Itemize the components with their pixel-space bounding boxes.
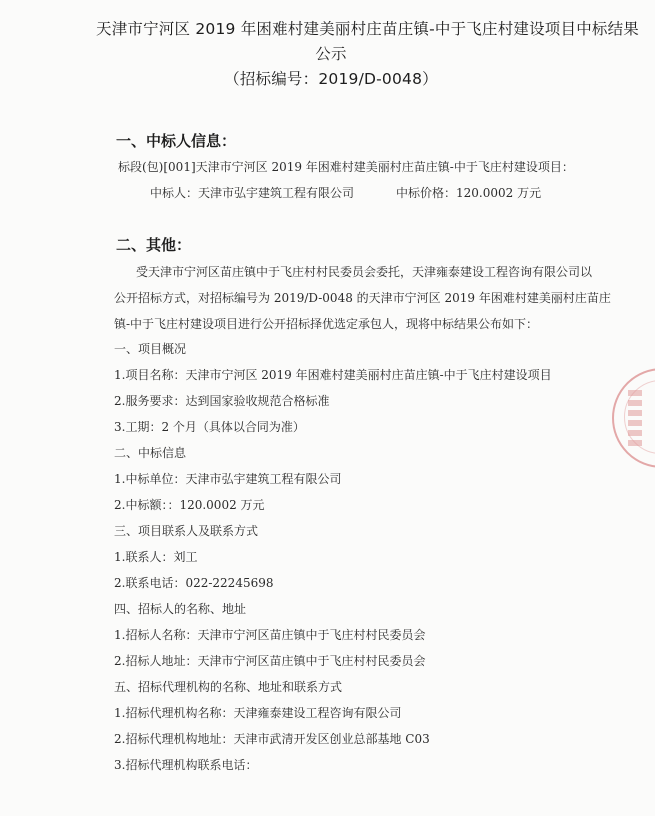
list-item: 四、招标人的名称、地址: [114, 602, 247, 616]
list-item: 2.服务要求：达到国家验收规范合格标准: [114, 394, 330, 408]
list-item: 五、招标代理机构的名称、地址和联系方式: [114, 680, 343, 694]
list-item: 2.中标额：：120.0002 万元: [114, 498, 265, 512]
list-item: 1.招标人名称：天津市宁河区苗庄镇中于飞庄村村民委员会: [114, 628, 426, 642]
list-item: 2.联系电话：022-22245698: [114, 576, 274, 590]
list-item: 3.工期：2 个月（具体以合同为准）: [114, 420, 305, 434]
para-line-3: 镇-中于飞庄村建设项目进行公开招标择优选定承包人，现将中标结果公布如下：: [114, 317, 539, 331]
section-2-heading: 二、其他：: [116, 236, 192, 254]
title-line-2: 公示: [315, 45, 347, 63]
red-seal-text-mark: [628, 390, 642, 450]
list-item: 1.中标单位：天津市弘宇建筑工程有限公司: [114, 472, 342, 486]
title-line-3: （招标编号：2019/D-0048）: [224, 70, 438, 88]
list-item: 3.招标代理机构联系电话：: [114, 758, 258, 772]
list-item: 2.招标代理机构地址：天津市武清开发区创业总部基地 C03: [114, 732, 430, 746]
price-line: 中标价格：120.0002 万元: [396, 186, 542, 200]
lot-line: 标段(包)[001]天津市宁河区 2019 年困难村建美丽村庄苗庄镇-中于飞庄村建设项目：: [118, 160, 574, 174]
list-item: 二、中标信息: [114, 446, 187, 460]
list-item: 一、项目概况: [114, 342, 187, 356]
title-line-1: 天津市宁河区 2019 年困难村建美丽村庄苗庄镇-中于飞庄村建设项目中标结果: [96, 20, 639, 38]
list-item: 三、项目联系人及联系方式: [114, 524, 259, 538]
list-item: 2.招标人地址：天津市宁河区苗庄镇中于飞庄村村民委员会: [114, 654, 426, 668]
para-line-2: 公开招标方式，对招标编号为 2019/D-0048 的天津市宁河区 2019 年困难村建美丽村庄苗庄: [114, 291, 611, 305]
para-line-1: 受天津市宁河区苗庄镇中于飞庄村村民委员会委托，天津雍泰建设工程咨询有限公司以: [136, 265, 593, 279]
list-item: 1.招标代理机构名称：天津雍泰建设工程咨询有限公司: [114, 706, 402, 720]
list-item: 1.项目名称：天津市宁河区 2019 年困难村建美丽村庄苗庄镇-中于飞庄村建设项目: [114, 368, 552, 382]
list-item: 1.联系人：刘工: [114, 550, 198, 564]
section-1-heading: 一、中标人信息：: [116, 132, 237, 150]
winner-line: 中标人：天津市弘宇建筑工程有限公司: [150, 186, 355, 200]
